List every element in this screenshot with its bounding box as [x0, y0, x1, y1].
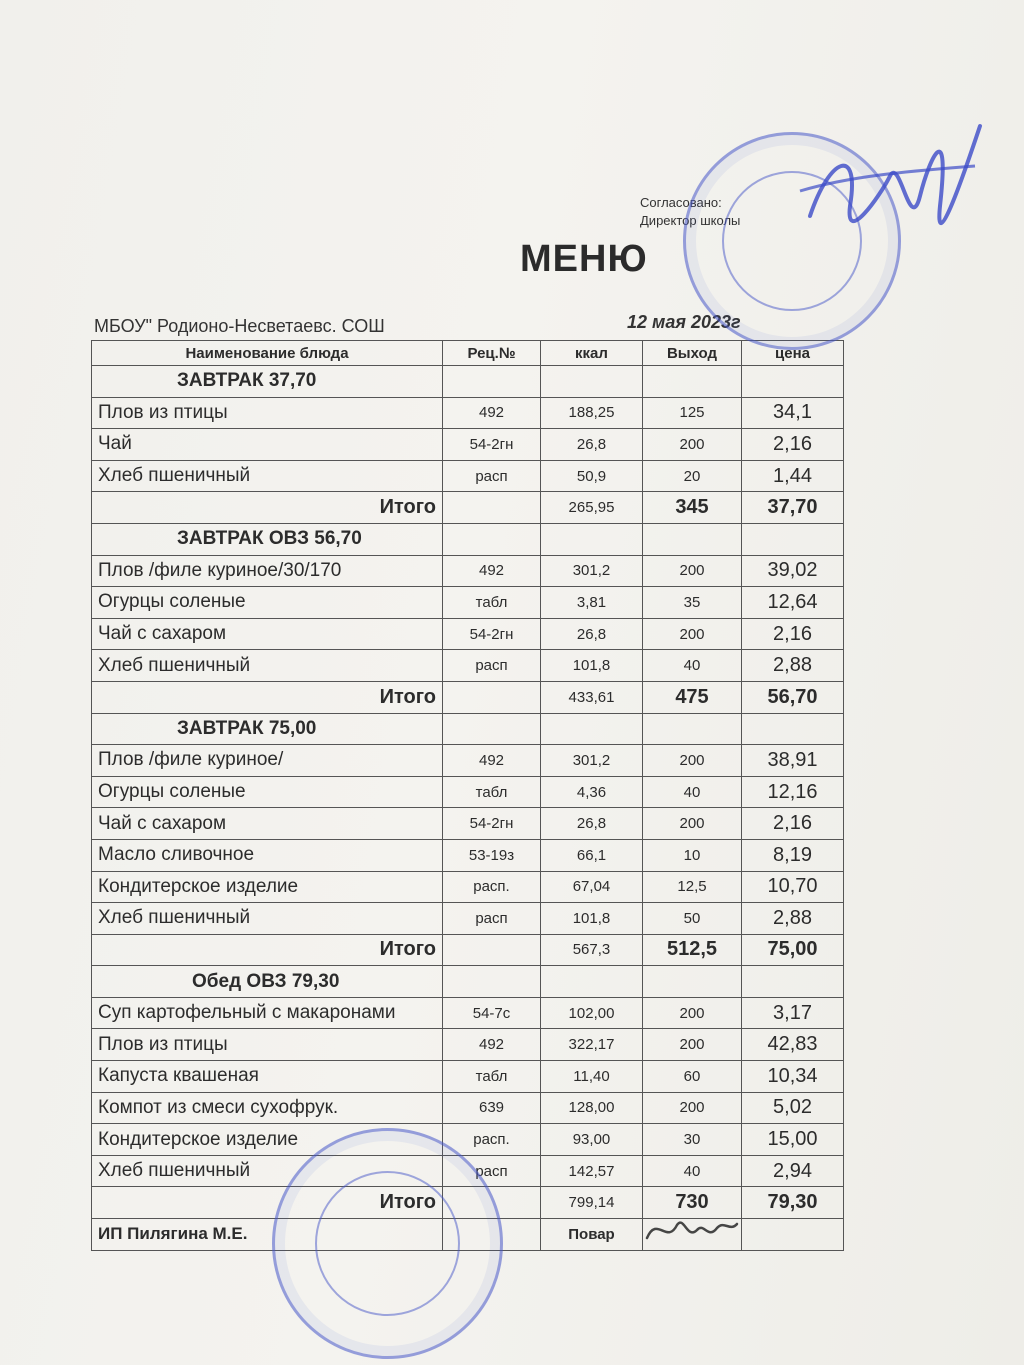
kcal-value: 322,17	[541, 1029, 643, 1061]
empty-cell	[742, 1219, 844, 1251]
yield-value: 30	[643, 1124, 742, 1156]
yield-value: 12,5	[643, 871, 742, 903]
empty-cell	[742, 366, 844, 398]
recipe-number: расп	[443, 460, 541, 492]
total-yield: 730	[643, 1187, 742, 1219]
menu-body	[92, 366, 844, 1219]
table-row	[92, 650, 844, 682]
price-value: 39,02	[742, 555, 844, 587]
empty-cell	[643, 523, 742, 555]
dish-name: Плов из птицы	[92, 397, 443, 429]
price-value: 2,94	[742, 1155, 844, 1187]
table-row	[92, 745, 844, 777]
section-row	[92, 366, 844, 398]
total-label: Итого	[92, 934, 443, 966]
table-row	[92, 397, 844, 429]
price-value: 8,19	[742, 839, 844, 871]
empty-cell	[643, 366, 742, 398]
dish-name: Масло сливочное	[92, 839, 443, 871]
empty-cell	[443, 934, 541, 966]
kcal-value: 26,8	[541, 808, 643, 840]
kcal-value: 301,2	[541, 745, 643, 777]
supplier-stamp	[272, 1128, 503, 1359]
cook-label: Повар	[541, 1219, 643, 1251]
yield-value: 125	[643, 397, 742, 429]
kcal-value: 128,00	[541, 1092, 643, 1124]
empty-cell	[443, 366, 541, 398]
price-value: 38,91	[742, 745, 844, 777]
table-row	[92, 1092, 844, 1124]
empty-cell	[742, 966, 844, 998]
header-row	[92, 341, 844, 366]
recipe-number: 54-7с	[443, 997, 541, 1029]
dish-name: Чай с сахаром	[92, 808, 443, 840]
recipe-number: 54-2гн	[443, 618, 541, 650]
yield-value: 200	[643, 555, 742, 587]
price-value: 34,1	[742, 397, 844, 429]
dish-name: Капуста квашеная	[92, 1061, 443, 1093]
total-kcal: 567,3	[541, 934, 643, 966]
total-yield: 512,5	[643, 934, 742, 966]
empty-cell	[541, 366, 643, 398]
kcal-value: 66,1	[541, 839, 643, 871]
table-row	[92, 555, 844, 587]
yield-value: 20	[643, 460, 742, 492]
yield-value: 35	[643, 587, 742, 619]
table-row	[92, 1124, 844, 1156]
total-price: 79,30	[742, 1187, 844, 1219]
yield-value: 10	[643, 839, 742, 871]
recipe-number: расп	[443, 903, 541, 935]
header-yield: Выход	[643, 341, 742, 366]
approval-position: Директор школы	[640, 213, 741, 228]
total-label: Итого	[92, 492, 443, 524]
dish-name: Хлеб пшеничный	[92, 650, 443, 682]
yield-value: 200	[643, 1029, 742, 1061]
recipe-number: 492	[443, 397, 541, 429]
section-title: ЗАВТРАК ОВЗ 56,70	[92, 523, 443, 555]
kcal-value: 3,81	[541, 587, 643, 619]
price-value: 12,64	[742, 587, 844, 619]
kcal-value: 101,8	[541, 903, 643, 935]
empty-cell	[742, 523, 844, 555]
yield-value: 200	[643, 745, 742, 777]
dish-name: Плов /филе куриное/30/170	[92, 555, 443, 587]
price-value: 15,00	[742, 1124, 844, 1156]
table-row	[92, 429, 844, 461]
kcal-value: 50,9	[541, 460, 643, 492]
page-title: МЕНЮ	[520, 238, 648, 280]
empty-cell	[643, 713, 742, 745]
table-row	[92, 460, 844, 492]
yield-value: 200	[643, 997, 742, 1029]
section-title: ЗАВТРАК 75,00	[92, 713, 443, 745]
section-row	[92, 523, 844, 555]
price-value: 12,16	[742, 776, 844, 808]
header-dish: Наименование блюда	[92, 341, 443, 366]
table-row	[92, 997, 844, 1029]
kcal-value: 102,00	[541, 997, 643, 1029]
recipe-number: 54-2гн	[443, 429, 541, 461]
price-value: 10,70	[742, 871, 844, 903]
price-value: 2,16	[742, 429, 844, 461]
empty-cell	[443, 966, 541, 998]
director-signature	[790, 96, 990, 276]
recipe-number: 492	[443, 1029, 541, 1061]
recipe-number: табл	[443, 776, 541, 808]
empty-cell	[443, 681, 541, 713]
table-row	[92, 839, 844, 871]
dish-name: Хлеб пшеничный	[92, 903, 443, 935]
section-row	[92, 713, 844, 745]
price-value: 1,44	[742, 460, 844, 492]
dish-name: Плов из птицы	[92, 1029, 443, 1061]
recipe-number: табл	[443, 587, 541, 619]
menu-date: 12 мая 2023г	[627, 312, 741, 332]
total-row	[92, 681, 844, 713]
header-price: цена	[742, 341, 844, 366]
dish-name: Огурцы соленые	[92, 587, 443, 619]
stamp-inner-ring	[315, 1171, 460, 1316]
recipe-number: 639	[443, 1092, 541, 1124]
recipe-number: расп	[443, 1155, 541, 1187]
dish-name: Суп картофельный с макаронами	[92, 997, 443, 1029]
total-label: Итого	[92, 1187, 443, 1219]
yield-value: 200	[643, 808, 742, 840]
recipe-number: 492	[443, 745, 541, 777]
recipe-number: 492	[443, 555, 541, 587]
recipe-number: табл	[443, 1061, 541, 1093]
kcal-value: 101,8	[541, 650, 643, 682]
table-row	[92, 776, 844, 808]
kcal-value: 188,25	[541, 397, 643, 429]
dish-name: Компот из смеси сухофрук.	[92, 1092, 443, 1124]
empty-cell	[443, 713, 541, 745]
total-kcal: 265,95	[541, 492, 643, 524]
price-value: 5,02	[742, 1092, 844, 1124]
table-row	[92, 871, 844, 903]
recipe-number: расп.	[443, 871, 541, 903]
yield-value: 200	[643, 618, 742, 650]
table-row	[92, 587, 844, 619]
dish-name: Кондитерское изделие	[92, 1124, 443, 1156]
header-recipe: Рец.№	[443, 341, 541, 366]
table-row	[92, 1061, 844, 1093]
empty-cell	[443, 492, 541, 524]
recipe-number: 53-19з	[443, 839, 541, 871]
cook-signature	[642, 1210, 742, 1250]
yield-value: 200	[643, 1092, 742, 1124]
empty-cell	[742, 713, 844, 745]
kcal-value: 67,04	[541, 871, 643, 903]
approval-label: Согласовано:	[640, 195, 722, 210]
price-value: 2,88	[742, 903, 844, 935]
section-title: ЗАВТРАК 37,70	[92, 366, 443, 398]
school-name: МБОУ" Родионо-Несветаевс. СОШ	[94, 316, 385, 336]
kcal-value: 301,2	[541, 555, 643, 587]
table-row	[92, 1029, 844, 1061]
dish-name: Хлеб пшеничный	[92, 1155, 443, 1187]
total-price: 56,70	[742, 681, 844, 713]
kcal-value: 93,00	[541, 1124, 643, 1156]
price-value: 3,17	[742, 997, 844, 1029]
dish-name: Огурцы соленые	[92, 776, 443, 808]
recipe-number: 54-2гн	[443, 808, 541, 840]
total-yield: 345	[643, 492, 742, 524]
recipe-number: расп	[443, 650, 541, 682]
yield-value: 60	[643, 1061, 742, 1093]
empty-cell	[443, 523, 541, 555]
empty-cell	[643, 966, 742, 998]
kcal-value: 26,8	[541, 618, 643, 650]
kcal-value: 26,8	[541, 429, 643, 461]
recipe-number: расп.	[443, 1124, 541, 1156]
yield-value: 40	[643, 650, 742, 682]
section-row	[92, 966, 844, 998]
total-row	[92, 492, 844, 524]
yield-value: 40	[643, 1155, 742, 1187]
yield-value: 200	[643, 429, 742, 461]
dish-name: Хлеб пшеничный	[92, 460, 443, 492]
total-label: Итого	[92, 681, 443, 713]
dish-name: Кондитерское изделие	[92, 871, 443, 903]
price-value: 2,16	[742, 618, 844, 650]
menu-table	[91, 340, 844, 1251]
price-value: 2,88	[742, 650, 844, 682]
table-row	[92, 903, 844, 935]
total-row	[92, 934, 844, 966]
empty-cell	[541, 523, 643, 555]
total-price: 37,70	[742, 492, 844, 524]
kcal-value: 4,36	[541, 776, 643, 808]
section-title: Обед ОВЗ 79,30	[92, 966, 443, 998]
table-row	[92, 618, 844, 650]
kcal-value: 11,40	[541, 1061, 643, 1093]
table-row	[92, 808, 844, 840]
dish-name: Чай с сахаром	[92, 618, 443, 650]
yield-value: 50	[643, 903, 742, 935]
dish-name: Плов /филе куриное/	[92, 745, 443, 777]
total-price: 75,00	[742, 934, 844, 966]
empty-cell	[541, 966, 643, 998]
total-kcal: 799,14	[541, 1187, 643, 1219]
total-kcal: 433,61	[541, 681, 643, 713]
yield-value: 40	[643, 776, 742, 808]
total-yield: 475	[643, 681, 742, 713]
empty-cell	[541, 713, 643, 745]
kcal-value: 142,57	[541, 1155, 643, 1187]
price-value: 2,16	[742, 808, 844, 840]
price-value: 10,34	[742, 1061, 844, 1093]
supplier-name: ИП Пилягина М.Е.	[92, 1219, 443, 1251]
price-value: 42,83	[742, 1029, 844, 1061]
dish-name: Чай	[92, 429, 443, 461]
header-kcal: ккал	[541, 341, 643, 366]
